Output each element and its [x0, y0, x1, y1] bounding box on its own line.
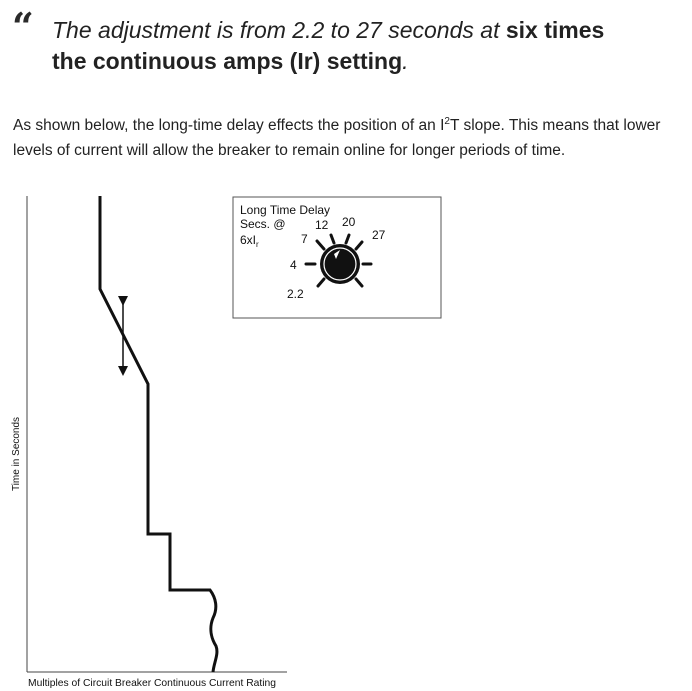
trip-curve-line [100, 196, 217, 672]
paragraph-text-1: As shown below, the long-time delay effects the position of an I [13, 117, 445, 134]
dial-setting-7: 7 [301, 232, 308, 246]
dial-multiplier: $6xI_r$ [240, 233, 259, 249]
pull-quote-emphasis: six times [505, 17, 605, 43]
y-axis-label: Time in Seconds [11, 416, 22, 492]
paragraph-text-2: T slope. This means that lower levels of current will allow the breaker to remain online for longer periods of time. [13, 117, 661, 159]
dial-setting-27: 27 [372, 228, 386, 242]
trip-curve-figure [0, 188, 692, 691]
dial-setting-2-2: 2.2 [287, 287, 304, 301]
pull-quote [52, 15, 672, 77]
paragraph-superscript: 2 [444, 115, 450, 127]
pull-quote-line-2 [52, 46, 672, 77]
x-axis-label: Multiples of Circuit Breaker Continuous Current Rating [28, 677, 277, 689]
dial-setting-20: 20 [342, 215, 356, 229]
pull-quote-end: . [402, 48, 409, 74]
pull-quote-line-1 [52, 15, 672, 46]
dial-title: Long Time Delay [240, 203, 331, 217]
quote-mark-icon: “ [12, 4, 34, 49]
dial-units: Secs. @ [240, 217, 286, 231]
body-paragraph [13, 113, 683, 163]
pull-quote-emphasis-2: the continuous amps (Ir) setting [52, 48, 403, 74]
dial-setting-4: 4 [290, 258, 297, 272]
pull-quote-text: The adjustment is from 2.2 to 27 seconds at [52, 17, 506, 43]
dial-setting-12: 12 [315, 218, 329, 232]
